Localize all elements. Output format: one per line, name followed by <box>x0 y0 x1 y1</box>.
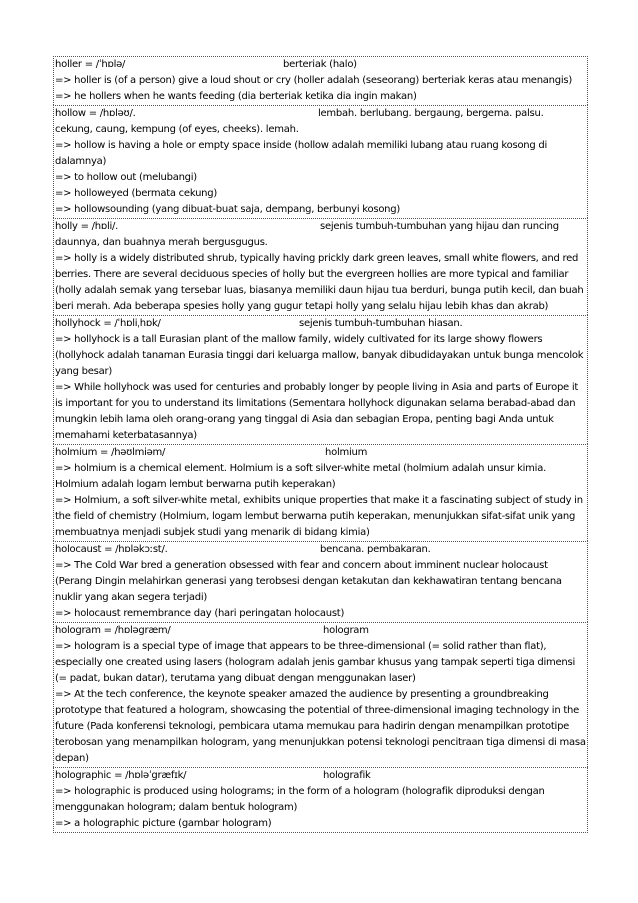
entry-gloss: holografik <box>323 770 371 781</box>
entry-gloss: bencana. pembakaran. <box>320 544 431 555</box>
entry-term: holler = /ˈhɒlə/ <box>55 59 126 70</box>
entry-headword-row <box>55 623 586 639</box>
entry-headword-row <box>55 316 586 332</box>
entry-holly <box>53 218 588 315</box>
entry-line: => While hollyhock was used for centuries and probably longer by people living in Asia and parts of Europe it is important for you to understand its limitations (Sementara hollyhock digunakan selama berabad-abad dan mungkin lebih lama oleh orang-orang yang tinggal di Asia dan sebagian Eropa, penting bagi Anda untuk memahami keterbatasannya) <box>55 382 579 441</box>
entry-gloss: lembah. berlubang. bergaung, bergema. palsu. <box>318 108 544 119</box>
entry-term: holmium = /həʊlmiəm/ <box>55 447 166 458</box>
entry-gloss: sejenis tumbuh-tumbuhan hiasan. <box>299 318 463 329</box>
entry-headword-row <box>55 219 586 235</box>
entry-line: => holocaust remembrance day (hari peringatan holocaust) <box>55 608 345 619</box>
entry-gloss: holmium <box>325 447 368 458</box>
entry-line: => holly is a widely distributed shrub, typically having prickly dark green leaves, small white flowers, and red berries. There are several deciduous species of holly but the evergreen hollies are more typical and familiar (holly adalah semak yang tersebar luas, biasanya memiliki daun hijau tua berduri, bunga putih kecil, dan buah beri merah. Ada beberapa spesies holly yang gugur tetapi holly yang selalu hijau lebih khas dan akrab) <box>55 253 584 312</box>
entry-term: holocaust = /hɒləkɔːst/. <box>55 544 168 555</box>
entry-line: => Holmium, a soft silver-white metal, exhibits unique properties that make it a fascinating subject of study in the field of chemistry (Holmium, logam lembut berwarna putih keperakan, menunjukkan sifat-sifat unik yang membuatnya menjadi subjek studi yang menarik di bidang kimia) <box>55 495 583 538</box>
entry-line: => to hollow out (melubangi) <box>55 172 197 183</box>
entry-gloss: sejenis tumbuh-tumbuhan yang hijau dan runcing <box>320 221 559 232</box>
entry-line: => hollyhock is a tall Eurasian plant of the mallow family, widely cultivated for its large showy flowers (hollyhock adalah tanaman Eurasia tinggi dari keluarga mallow, banyak dibudidayakan untuk bunga mencolok yang besar) <box>55 334 584 377</box>
entry-line: => holmium is a chemical element. Holmium is a soft silver-white metal (holmium adalah unsur kimia. Holmium adalah logam lembut berwarna putih keperakan) <box>55 463 547 490</box>
entry-holographic <box>53 767 588 833</box>
entry-holler <box>53 56 588 105</box>
entry-line: => hologram is a special type of image that appears to be three-dimensional (= solid rather than flat), especially one created using lasers (hologram adalah jenis gambar khusus yang tampak seperti tiga dimensi (= padat, bukan datar), terutama yang dibuat dengan menggunakan laser) <box>55 641 575 684</box>
entry-gloss: berteriak (halo) <box>283 59 357 70</box>
entry-line: daunnya, dan buahnya merah bergusgugus. <box>55 237 268 248</box>
entry-holmium <box>53 444 588 541</box>
entry-line: => holographic is produced using holograms; in the form of a hologram (holografik diproduksi dengan menggunakan hologram; dalam bentuk hologram) <box>55 786 545 813</box>
entry-line: => The Cold War bred a generation obsessed with fear and concern about imminent nuclear holocaust (Perang Dingin melahirkan generasi yang terobsesi dengan ketakutan dan kekhawatiran tentang bencana nuklir yang akan segera terjadi) <box>55 560 562 603</box>
entry-line: => he hollers when he wants feeding (dia berteriak ketika dia ingin makan) <box>55 91 417 102</box>
entry-term: hollow = /hɒləʊ/. <box>55 108 136 119</box>
entry-headword-row <box>55 445 586 461</box>
entry-line: => hollow is having a hole or empty space inside (hollow adalah memiliki lubang atau ruang kosong di dalamnya) <box>55 140 548 167</box>
entry-holocaust <box>53 541 588 622</box>
entry-line: => holloweyed (bermata cekung) <box>55 188 217 199</box>
entry-headword-row <box>55 768 586 784</box>
entry-line: => holler is (of a person) give a loud shout or cry (holler adalah (seseorang) berteriak keras atau menangis) <box>55 75 572 86</box>
entry-gloss: hologram <box>323 625 369 636</box>
entry-hollyhock <box>53 315 588 444</box>
entry-line: => At the tech conference, the keynote speaker amazed the audience by presenting a groundbreaking prototype that featured a hologram, showcasing the potential of three-dimensional imaging technology in the future (Pada konferensi teknologi, pembicara utama memukau para hadirin dengan menampilkan prototipe terobosan yang menampilkan hologram, yang menunjukkan potensi teknologi pencitraan tiga dimensi di masa depan) <box>55 689 586 764</box>
entry-term: hollyhock = /ˈhɒliˌhɒk/ <box>55 318 161 329</box>
entry-headword-row <box>55 57 586 73</box>
entry-term: hologram = /hɒləgræm/ <box>55 625 171 636</box>
entry-hologram <box>53 622 588 767</box>
entry-line: => a holographic picture (gambar hologram) <box>55 818 272 829</box>
entry-hollow <box>53 105 588 218</box>
entry-line: => hollowsounding (yang dibuat-buat saja, dempang, berbunyi kosong) <box>55 204 401 215</box>
entry-term: holographic = /hɒləˈgræfɪk/ <box>55 770 187 781</box>
entry-line: cekung, caung, kempung (of eyes, cheeks). lemah. <box>55 124 299 135</box>
entry-headword-row <box>55 542 586 558</box>
entry-headword-row <box>55 106 586 122</box>
dictionary-page <box>53 56 588 833</box>
entry-term: holly = /hɒli/. <box>55 221 119 232</box>
